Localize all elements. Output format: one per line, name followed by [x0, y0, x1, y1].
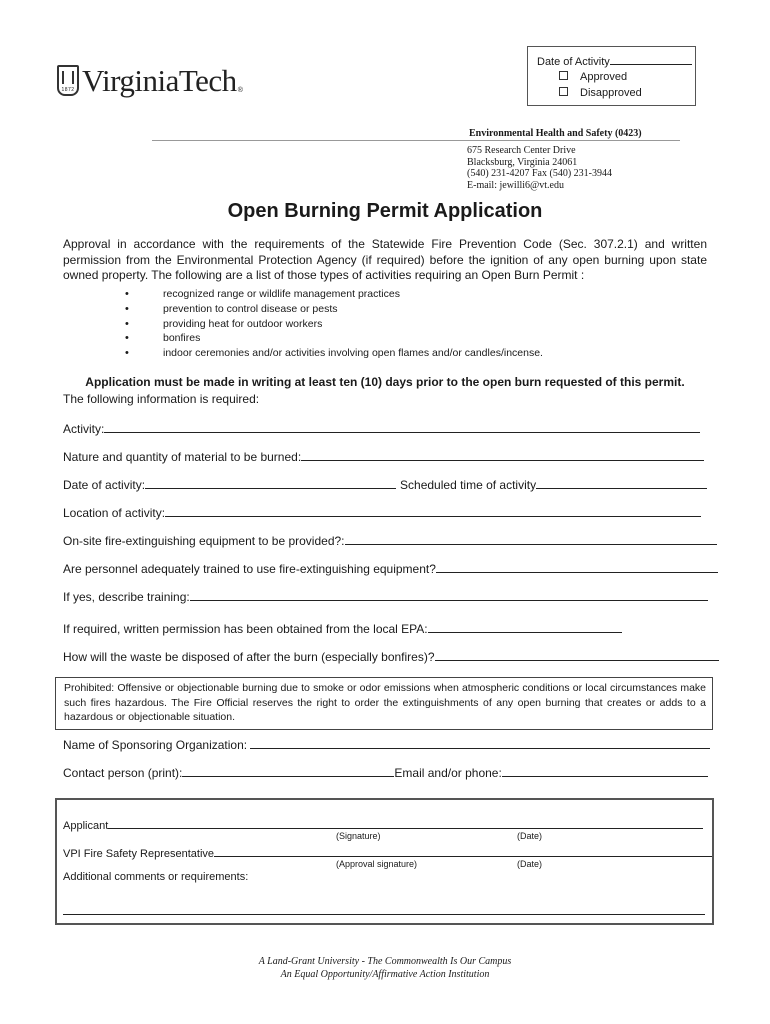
activity-label: Activity:: [63, 422, 105, 436]
representative-signature-field[interactable]: [63, 845, 712, 860]
activities-list: [125, 287, 543, 361]
list-item: • bonfires: [125, 331, 543, 346]
training-adequate-field[interactable]: [63, 561, 718, 577]
footer-line: An Equal Opportunity/Affirmative Action Institution: [280, 969, 490, 980]
approved-label: Approved: [580, 71, 628, 83]
disapproved-checkbox[interactable]: [537, 85, 695, 101]
list-item: • recognized range or wildlife management practices: [125, 287, 543, 302]
applicant-label: Applicant: [63, 820, 109, 832]
email-phone-input[interactable]: [502, 765, 708, 777]
intro-paragraph: Approval in accordance with the requirements of the Statewide Fire Prevention Code (Sec. 307.2.1) and written permission from the Environmental Protection Agency (if required) before the ignition of any open burning upon state owned property. The following are a list of those types of activities requiring an Open Burn Permit :: [63, 237, 707, 282]
training-description-label: If yes, describe training:: [63, 590, 190, 604]
logo-wordmark: VirginiaTech: [82, 63, 237, 98]
sponsoring-organization-label: Name of Sponsoring Organization:: [63, 738, 248, 752]
page-title: Open Burning Permit Application: [227, 200, 543, 222]
date-of-activity-label: Date of Activity: [537, 56, 610, 68]
address-line: Blacksburg, Virginia 24061: [467, 156, 578, 168]
department-address: [467, 145, 612, 191]
waste-disposal-label: How will the waste be disposed of after the burn (especially bonfires)?: [63, 650, 435, 664]
approval-box: [527, 46, 696, 106]
approved-checkbox[interactable]: [537, 69, 695, 85]
header-divider: [152, 140, 680, 141]
disapproved-label: Disapproved: [580, 87, 642, 99]
signature-caption: (Signature): [336, 831, 381, 841]
equipment-field[interactable]: [63, 533, 717, 549]
applicant-signature-field[interactable]: [63, 817, 703, 832]
waste-disposal-field[interactable]: [63, 649, 719, 665]
location-field[interactable]: [63, 505, 701, 521]
date-field[interactable]: [63, 477, 707, 493]
contact-person-label: Contact person (print):: [63, 766, 183, 780]
required-info-heading: The following information is required:: [63, 392, 260, 406]
footer: [0, 955, 770, 981]
date-label: Date of activity:: [63, 478, 146, 492]
training-description-field[interactable]: [63, 589, 708, 605]
shield-icon: [57, 65, 79, 96]
material-field[interactable]: [63, 449, 704, 465]
approval-signature-caption: (Approval signature): [336, 859, 418, 869]
virginia-tech-logo: [57, 62, 243, 96]
email-phone-label: Email and/or phone:: [394, 766, 502, 780]
list-item: • providing heat for outdoor workers: [125, 317, 543, 332]
checkbox-icon: [559, 87, 568, 96]
comments-field[interactable]: [63, 903, 705, 915]
date-caption: (Date): [517, 831, 543, 841]
application-notice: Application must be made in writing at least ten (10) days prior to the open burn requested of this permit.: [85, 375, 685, 389]
time-input[interactable]: [536, 477, 707, 489]
contact-person-field[interactable]: [63, 765, 708, 781]
email-line: E-mail: jewilli6@vt.edu: [467, 179, 564, 191]
epa-permission-label: If required, written permission has been obtained from the local EPA:: [63, 622, 428, 636]
prohibited-notice: Prohibited: Offensive or objectionable burning due to smoke or odor emissions when atmospheric conditions or local circumstances make such fires hazardous. The Fire Official reserves the right to order the extinguishments of any open burning that creates or adds to a hazardous or objectionable situation.: [55, 677, 713, 730]
list-item: • indoor ceremonies and/or activities involving open flames and/or candles/incense.: [125, 346, 543, 361]
registered-mark: ®: [237, 87, 243, 94]
material-label: Nature and quantity of material to be burned:: [63, 450, 302, 464]
date-of-activity-field[interactable]: [537, 53, 695, 69]
sponsoring-organization-field[interactable]: [63, 737, 710, 753]
seal-year: 1872: [61, 87, 75, 93]
activity-field[interactable]: [63, 421, 700, 437]
epa-permission-field[interactable]: [63, 621, 622, 637]
address-line: 675 Research Center Drive: [467, 145, 576, 156]
list-item: • prevention to control disease or pests: [125, 302, 543, 317]
comments-label: Additional comments or requirements:: [63, 871, 249, 883]
department-name: Environmental Health and Safety (0423): [469, 128, 642, 139]
phone-line: (540) 231-4207 Fax (540) 231-3944: [467, 168, 612, 179]
time-label: Scheduled time of activity: [400, 478, 537, 492]
date-caption: (Date): [517, 859, 543, 869]
checkbox-icon: [559, 71, 568, 80]
training-adequate-label: Are personnel adequately trained to use fire-extinguishing equipment?: [63, 562, 436, 576]
equipment-label: On-site fire-extinguishing equipment to be provided?:: [63, 534, 345, 548]
representative-label: VPI Fire Safety Representative: [63, 848, 215, 860]
footer-line: A Land-Grant University - The Commonwealth Is Our Campus: [258, 956, 512, 967]
location-label: Location of activity:: [63, 506, 166, 520]
